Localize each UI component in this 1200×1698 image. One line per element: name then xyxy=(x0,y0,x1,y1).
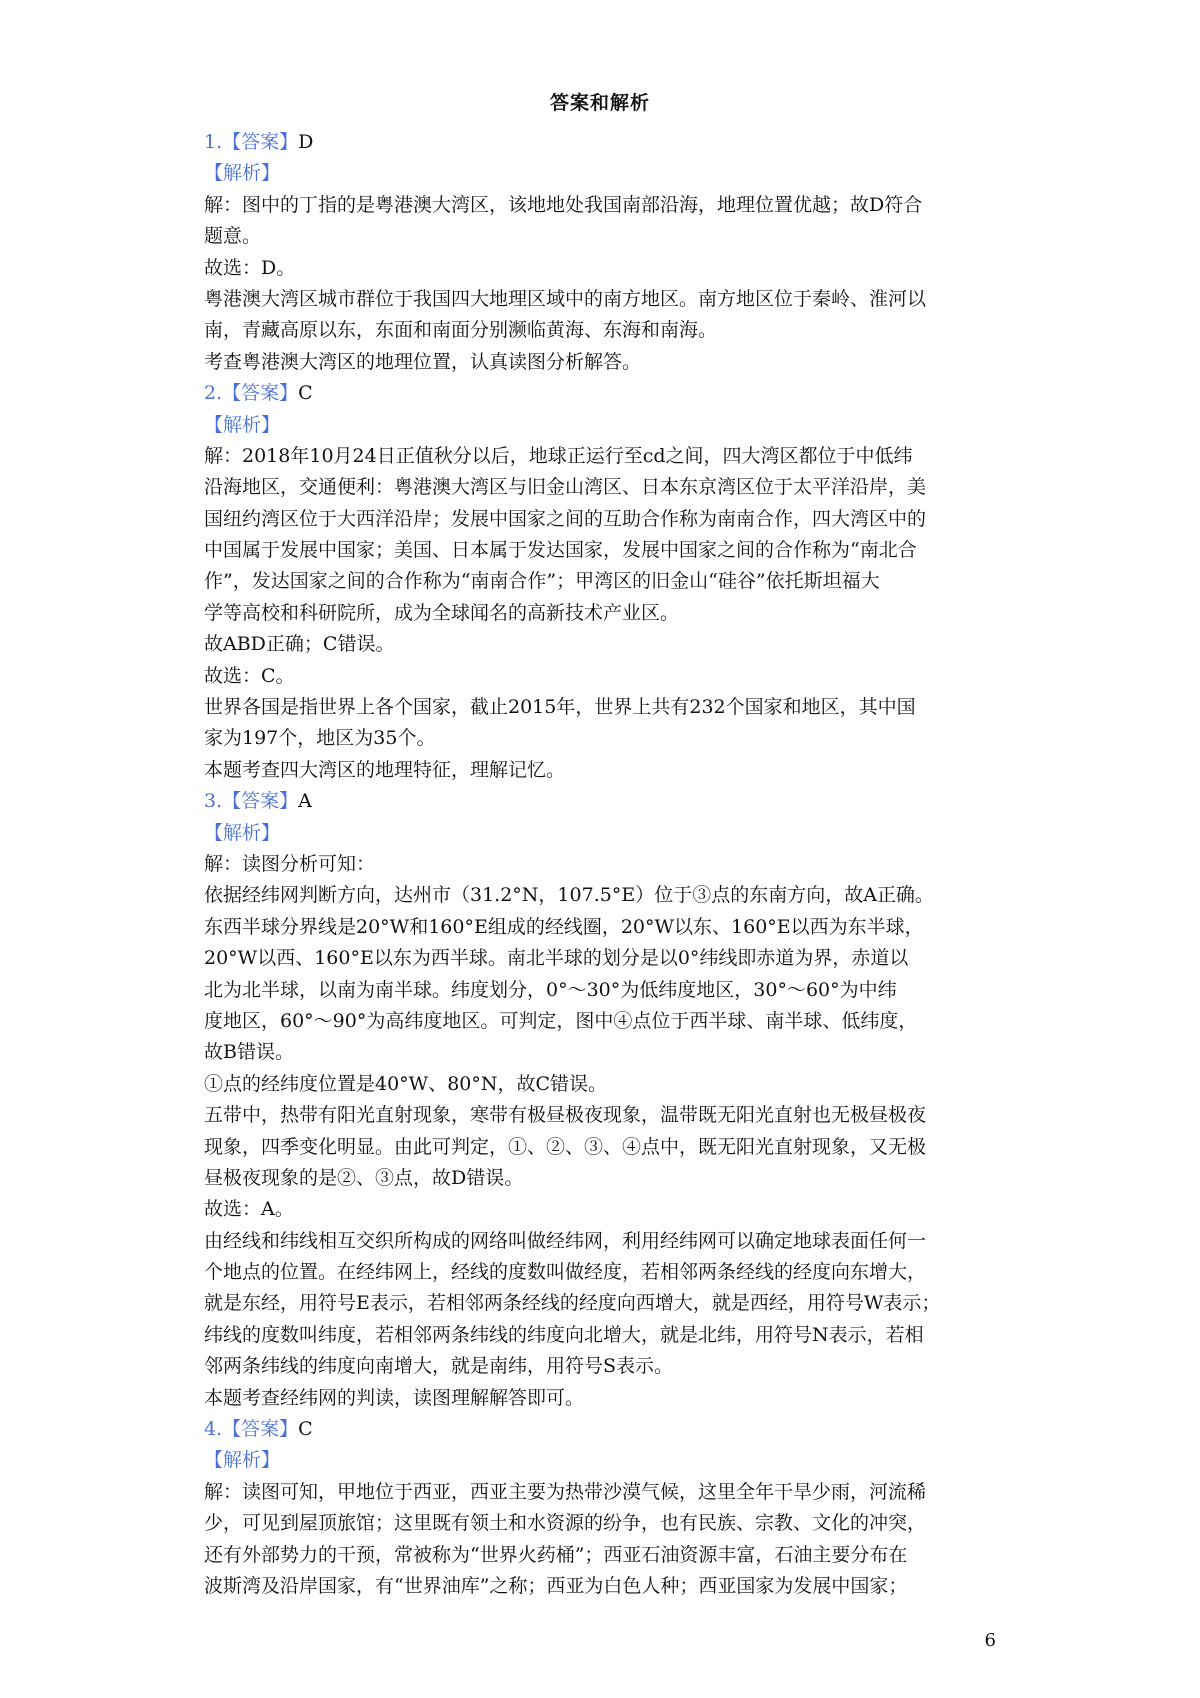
line-text: 个地点的位置。在经纬网上，经线的度数叫做经度，若相邻两条经线的经度向东增大， xyxy=(204,1261,927,1284)
text-line xyxy=(204,1383,1004,1414)
text-line xyxy=(204,472,1004,503)
line-text: C xyxy=(298,382,313,405)
line-text: 本题考查经纬网的判读，读图理解解答即可。 xyxy=(204,1386,585,1409)
text-line xyxy=(204,1037,1004,1068)
text-line xyxy=(204,566,1004,597)
text-line xyxy=(204,1288,1004,1319)
text-line xyxy=(204,818,1004,849)
section-label: 4.【答案】 xyxy=(204,1418,299,1441)
text-line xyxy=(204,504,1004,535)
line-text: 解：图中的丁指的是粤港澳大湾区，该地地处我国南部沿海，地理位置优越；故D符合 xyxy=(204,193,923,216)
section-label: 【解析】 xyxy=(204,1449,281,1472)
text-line xyxy=(204,1257,1004,1288)
line-text: 五带中，热带有阳光直射现象，寒带有极昼极夜现象，温带既无阳光直射也无极昼极夜 xyxy=(204,1104,927,1127)
line-text: 波斯湾及沿岸国家，有“世界油库”之称；西亚为白色人种；西亚国家为发展中国家； xyxy=(204,1574,908,1597)
line-text: ①点的经纬度位置是40°W、80°N，故C错误。 xyxy=(204,1072,608,1095)
text-line xyxy=(204,723,1004,754)
text-line xyxy=(204,1132,1004,1163)
line-text: 故B错误。 xyxy=(204,1041,294,1064)
line-text: 题意。 xyxy=(204,225,262,248)
text-line xyxy=(204,943,1004,974)
line-text: 国纽约湾区位于大西洋沿岸；发展中国家之间的互助合作称为南南合作，四大湾区中的 xyxy=(204,507,927,530)
text-line xyxy=(204,1571,1004,1602)
text-line xyxy=(204,1194,1004,1225)
text-line xyxy=(204,1414,1004,1445)
text-line xyxy=(204,284,1004,315)
text-line xyxy=(204,221,1004,252)
text-line xyxy=(204,378,1004,409)
line-text: 现象，四季变化明显。由此可判定，①、②、③、④点中，既无阳光直射现象，又无极 xyxy=(204,1135,927,1158)
text-line xyxy=(204,441,1004,472)
line-text: 作”，发达国家之间的合作称为“南南合作”；甲湾区的旧金山“硅谷”依托斯坦福大 xyxy=(204,570,880,593)
line-text: 北为北半球，以南为南半球。纬度划分，0°～30°为低纬度地区，30°～60°为中纬 xyxy=(204,978,897,1001)
line-text: 解：2018年10月24日正值秋分以后，地球正运行至cd之间，四大湾区都位于中低纬 xyxy=(204,444,913,467)
text-line xyxy=(204,347,1004,378)
line-text: 依据经纬网判断方向，达州市（31.2°N，107.5°E）位于③点的东南方向，故A正确。 xyxy=(204,884,934,907)
text-line xyxy=(204,315,1004,346)
answer-body xyxy=(204,127,1004,1602)
line-text: 学等高校和科研院所，成为全球闻名的高新技术产业区。 xyxy=(204,601,680,624)
text-line xyxy=(204,190,1004,221)
text-line xyxy=(204,912,1004,943)
text-line xyxy=(204,661,1004,692)
section-label: 【解析】 xyxy=(204,821,281,844)
line-text: 由经线和纬线相互交织所构成的网络叫做经纬网，利用经纬网可以确定地球表面任何一 xyxy=(204,1229,927,1252)
line-text: D xyxy=(298,131,314,153)
text-line xyxy=(204,880,1004,911)
line-text: A xyxy=(298,790,312,813)
text-line xyxy=(204,598,1004,629)
line-text: 本题考查四大湾区的地理特征，理解记忆。 xyxy=(204,758,566,781)
text-line xyxy=(204,1445,1004,1476)
line-text: 20°W以西、160°E以东为西半球。南北半球的划分是以0°纬线即赤道为界，赤道以 xyxy=(204,947,909,970)
line-text: 故ABD正确；C错误。 xyxy=(204,633,395,656)
text-line xyxy=(204,1100,1004,1131)
line-text: 粤港澳大湾区城市群位于我国四大地理区域中的南方地区。南方地区位于秦岭、淮河以 xyxy=(204,287,927,310)
line-text: 中国属于发展中国家；美国、日本属于发达国家，发展中国家之间的合作称为“南北合 xyxy=(204,539,917,562)
line-text: 考查粤港澳大湾区的地理位置，认真读图分析解答。 xyxy=(204,350,642,373)
text-line xyxy=(204,849,1004,880)
text-line xyxy=(204,1351,1004,1382)
text-line xyxy=(204,535,1004,566)
text-line xyxy=(204,755,1004,786)
line-text: 故选：D。 xyxy=(204,256,296,279)
section-label: 2.【答案】 xyxy=(204,382,299,405)
line-text: 昼极夜现象的是②、③点，故D错误。 xyxy=(204,1166,524,1189)
line-text: 东西半球分界线是20°W和160°E组成的经线圈，20°W以东、160°E以西为东半球， xyxy=(204,915,924,938)
text-line xyxy=(204,127,1004,158)
section-label: 【解析】 xyxy=(204,162,281,185)
line-text: 还有外部势力的干预，常被称为“世界火药桶”；西亚石油资源丰富，石油主要分布在 xyxy=(204,1543,908,1566)
line-text: 度地区，60°～90°为高纬度地区。可判定，图中④点位于西半球、南半球、低纬度， xyxy=(204,1009,918,1032)
line-text: 家为197个，地区为35个。 xyxy=(204,727,436,750)
line-text: 解：读图可知，甲地位于西亚，西亚主要为热带沙漠气候，这里全年干旱少雨，河流稀 xyxy=(204,1480,927,1503)
line-text: 沿海地区，交通便利：粤港澳大湾区与旧金山湾区、日本东京湾区位于太平洋沿岸，美 xyxy=(204,476,927,499)
line-text: C xyxy=(298,1418,313,1441)
line-text: 少，可见到屋顶旅馆；这里既有领土和水资源的纷争，也有民族、宗教、文化的冲突， xyxy=(204,1512,927,1535)
text-line xyxy=(204,629,1004,660)
page-number: 6 xyxy=(984,1630,996,1651)
text-line xyxy=(204,410,1004,441)
text-line xyxy=(204,253,1004,284)
section-label: 【解析】 xyxy=(204,413,281,436)
text-line xyxy=(204,158,1004,189)
text-line xyxy=(204,1540,1004,1571)
line-text: 解：读图分析可知： xyxy=(204,852,376,875)
text-line xyxy=(204,1477,1004,1508)
line-text: 纬线的度数叫纬度，若相邻两条纬线的纬度向北增大，就是北纬，用符号N表示，若相 xyxy=(204,1323,924,1346)
text-line xyxy=(204,1006,1004,1037)
text-line xyxy=(204,1320,1004,1351)
text-line xyxy=(204,1069,1004,1100)
text-line xyxy=(204,1163,1004,1194)
text-line xyxy=(204,1226,1004,1257)
page-title: 答案和解析 xyxy=(549,92,650,114)
line-text: 故选：C。 xyxy=(204,664,295,687)
line-text: 邻两条纬线的纬度向南增大，就是南纬，用符号S表示。 xyxy=(204,1355,674,1378)
text-line xyxy=(204,975,1004,1006)
line-text: 故选：A。 xyxy=(204,1198,294,1221)
section-label: 3.【答案】 xyxy=(204,790,299,813)
text-line xyxy=(204,786,1004,817)
line-text: 就是东经，用符号E表示，若相邻两条经线的经度向西增大，就是西经，用符号W表示； xyxy=(204,1292,941,1315)
line-text: 南，青藏高原以东，东面和南面分别濒临黄海、东海和南海。 xyxy=(204,319,718,342)
text-line xyxy=(204,692,1004,723)
section-label: 1.【答案】 xyxy=(204,131,299,153)
text-line xyxy=(204,1508,1004,1539)
line-text: 世界各国是指世界上各个国家，截止2015年，世界上共有232个国家和地区，其中国 xyxy=(204,696,916,719)
